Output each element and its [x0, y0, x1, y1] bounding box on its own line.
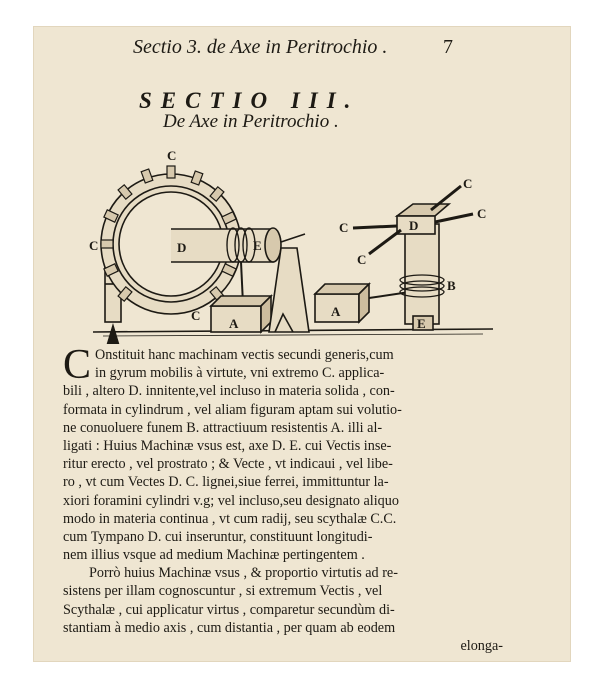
text-line: ro , vt cum Vectes D. C. lignei,siue ferrei, immittuntur la-: [63, 474, 389, 491]
text-line: in gyrum mobilis à virtute, vni extremo C. applica-: [95, 365, 385, 382]
fig-label-e-left: E: [253, 238, 262, 253]
bar-right: [435, 214, 473, 222]
windlass-engraving: [83, 134, 503, 344]
text-line: Onstituit hanc machinam vectis secundi generis,cum: [95, 347, 394, 363]
fig-label-c-bar-left: C: [339, 220, 349, 235]
text-line: Porrò huius Machinæ vsus , & proportio virtutis ad re-: [89, 565, 398, 582]
section-title: SECTIO III.: [139, 88, 360, 113]
text-line: formata in cylindrum , vel aliam figuram aptam sui volutio-: [63, 401, 402, 418]
bar-left: [353, 226, 397, 228]
fig-label-a-left: A: [229, 316, 239, 331]
text-line: Scythalæ , cui applicatur virtus , comparetur secundùm di-: [63, 601, 395, 618]
page-number: 7: [443, 36, 453, 58]
text-line: nem illius vsque ad medium Machinæ pertingentem .: [63, 547, 365, 564]
running-title: Sectio 3. de Axe in Peritrochio .: [133, 36, 388, 58]
text-line: modo in materia continua , vt cum radij, seu scythalæ C.C.: [63, 510, 397, 527]
text-line: ritur erecto , vel prostrato ; & Vecte , vt indicaui , vel libe-: [63, 456, 393, 473]
fig-label-b: B: [447, 278, 456, 293]
body-text: [63, 342, 543, 655]
text-line: bili , altero D. innitente,vel incluso in materia solida , con-: [63, 383, 395, 400]
running-header: [133, 36, 533, 59]
capstan-post: [405, 224, 439, 324]
drop-capital: C: [63, 342, 92, 388]
catchword: elonga-: [460, 638, 503, 654]
book-page: [33, 26, 571, 662]
fig-label-c-top: C: [167, 148, 177, 163]
fig-label-a-right: A: [331, 304, 341, 319]
fig-label-d-left: D: [177, 240, 187, 255]
section-subtitle: De Axe in Peritrochio .: [163, 111, 339, 132]
bar-lower-left: [369, 230, 401, 254]
text-line: stantiam à medio axis , cum distantia , per quam ab eodem: [63, 619, 396, 636]
text-line: xiori foramini cylindri v.g; vel incluso,seu designato aliquo: [63, 492, 399, 509]
text-line: ne conuoluere funem B. attractiuum resistentis A. illi al-: [63, 419, 383, 436]
fig-label-c-bottom: C: [191, 308, 201, 323]
text-line: sistens per illam cognoscuntur , si extremum Vectis , vel: [63, 583, 383, 600]
fig-label-c-bar-lower: C: [357, 252, 367, 267]
text-line: cum Tympano D. cui inseruntur, constituunt longitudi-: [63, 528, 373, 545]
fig-label-e-right: E: [417, 316, 426, 331]
fig-label-c-bar-top: C: [463, 176, 473, 191]
text-line: ligati : Huius Machinæ vsus est, axe D. E. cui Vectis inse-: [63, 437, 392, 454]
fig-label-d-right: D: [409, 218, 419, 233]
fig-label-c-left: C: [89, 238, 99, 253]
fig-label-c-bar-right: C: [477, 206, 487, 221]
